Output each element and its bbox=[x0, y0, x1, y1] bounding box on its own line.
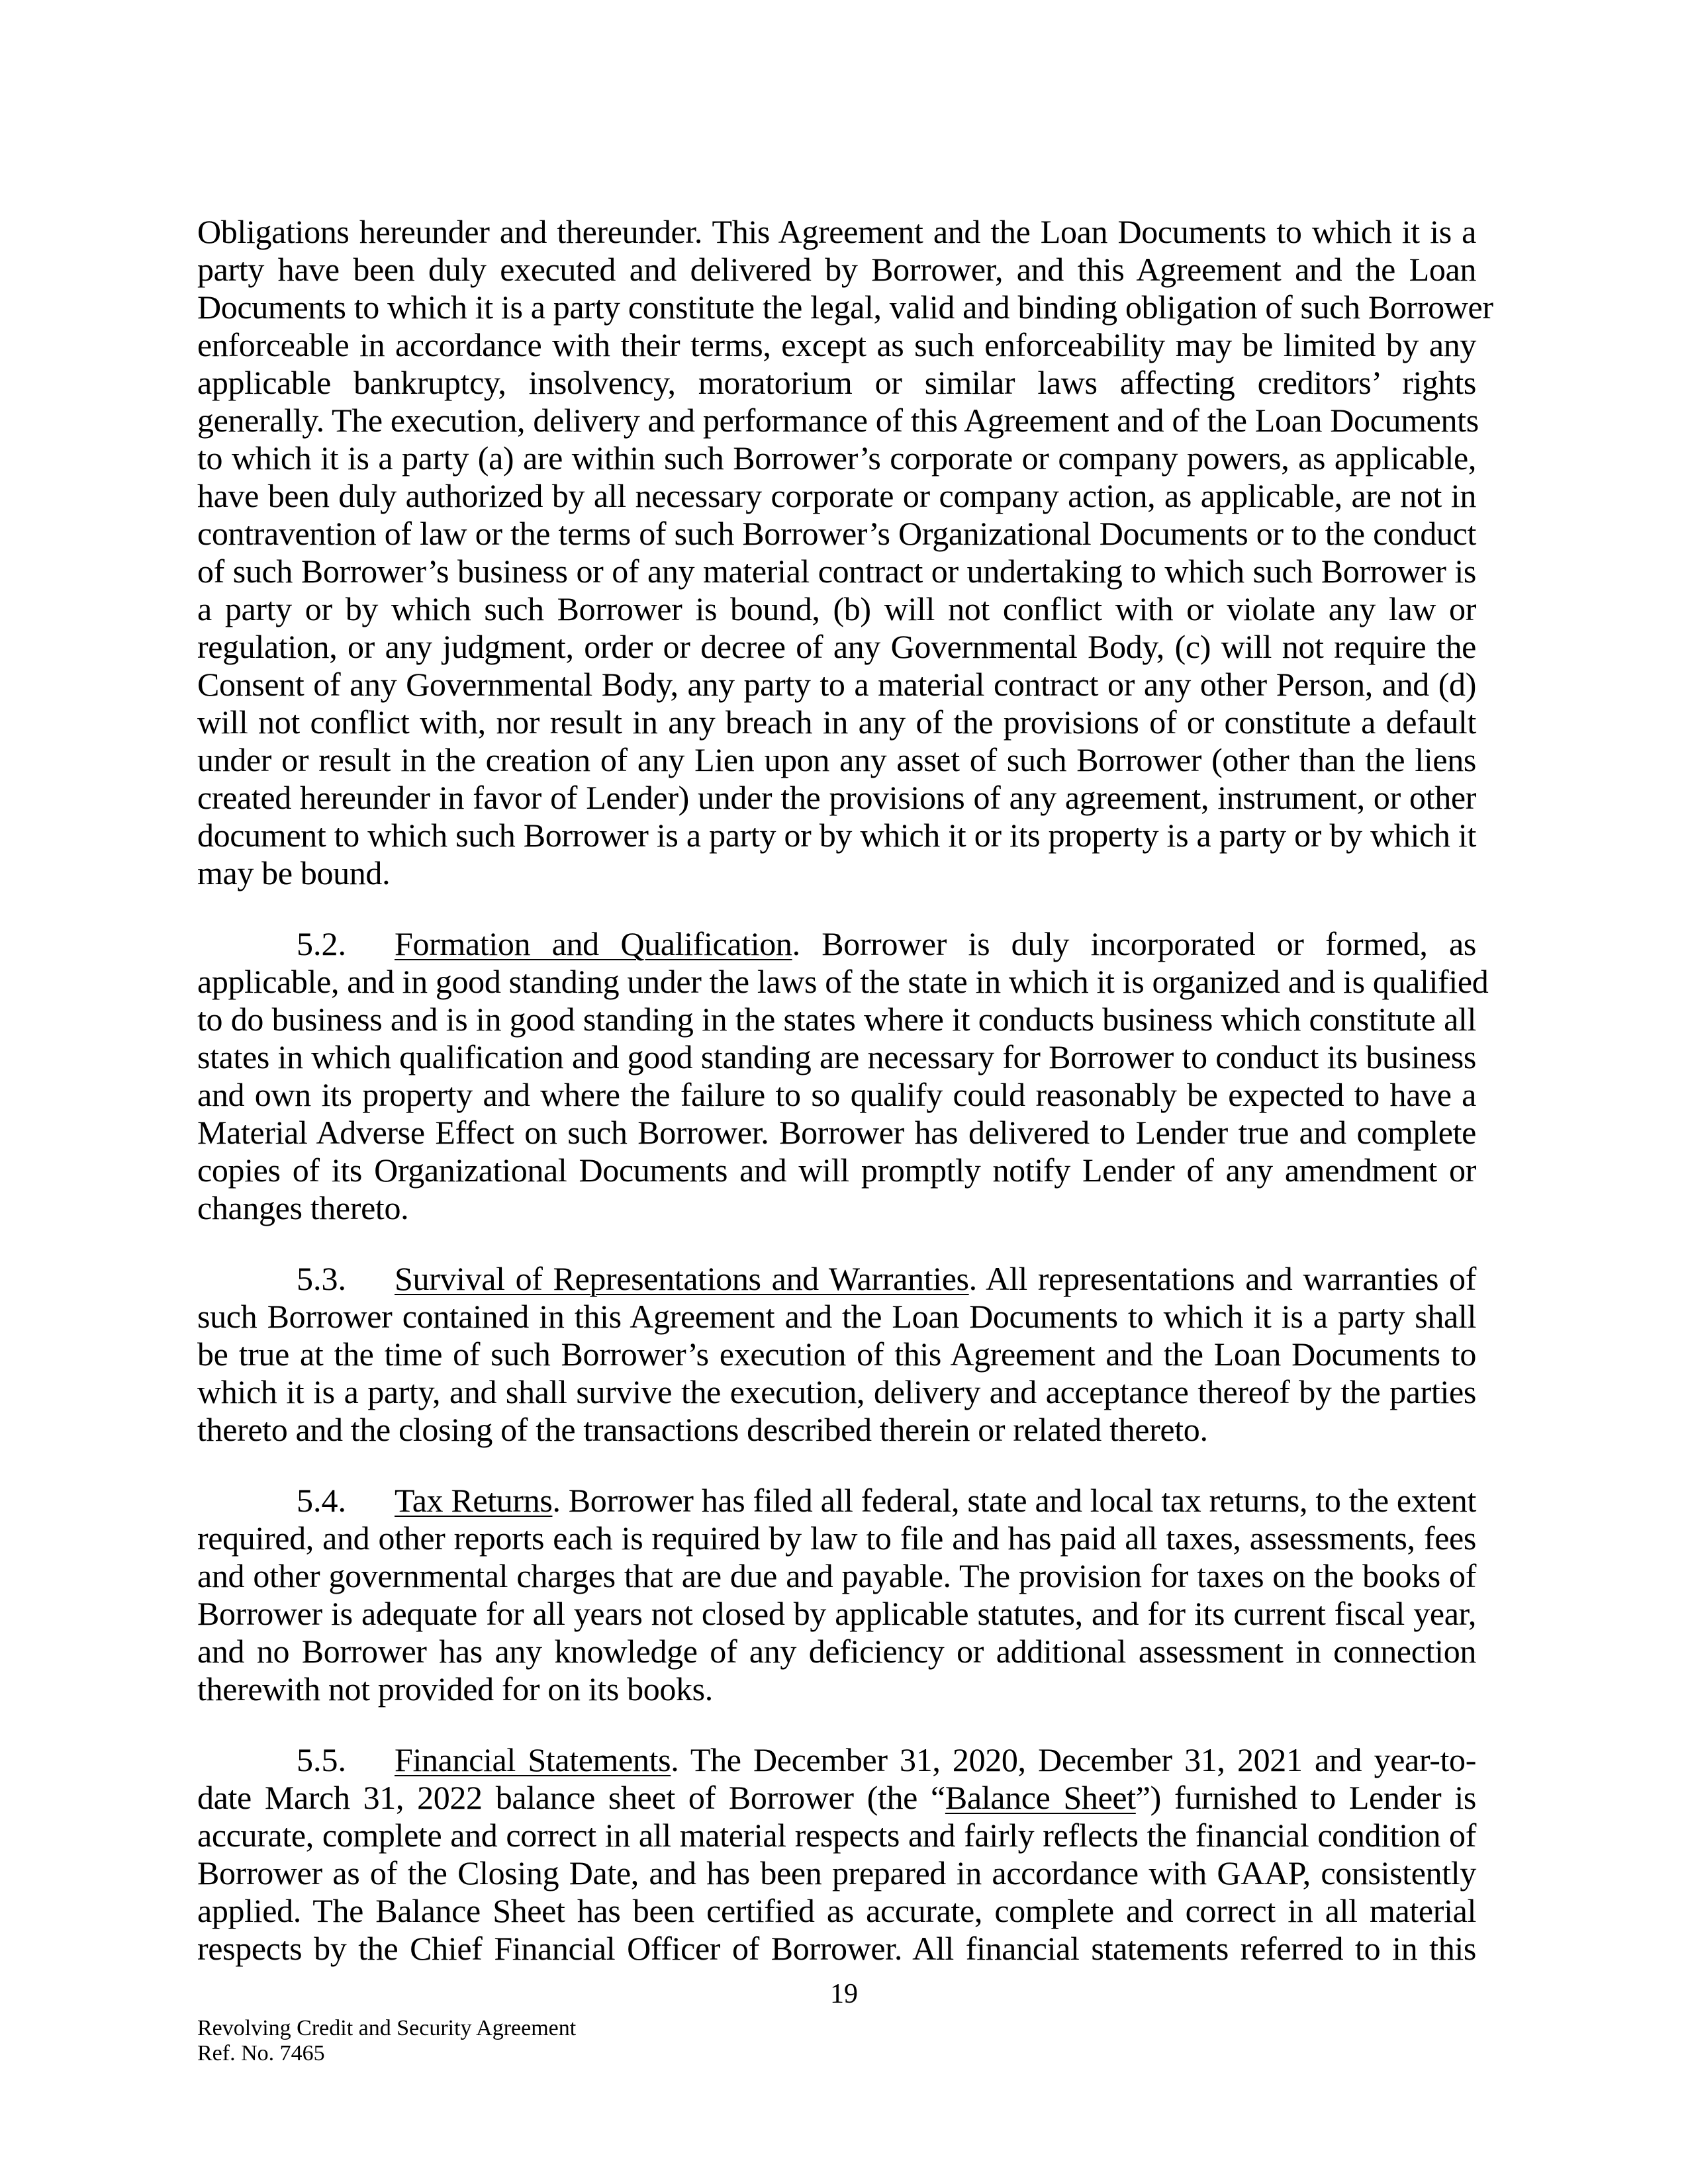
text-segment: to which it is a party (a) are within such Borrower’s corporate or company powers, as applicable, bbox=[197, 439, 1476, 477]
underlined-term: Survival of Representations and Warranties bbox=[395, 1260, 969, 1297]
text-segment: applicable, and in good standing under the laws of the state in which it is organized and is qualified bbox=[197, 963, 1489, 1000]
text-segment: generally. The execution, delivery and performance of this Agreement and of the Loan Documents bbox=[197, 402, 1479, 439]
underlined-term: Formation and Qualification bbox=[395, 925, 792, 962]
text-segment: and other governmental charges that are due and payable. The provision for taxes on the books of bbox=[197, 1557, 1476, 1594]
section-number: 5.2. bbox=[297, 925, 346, 962]
text-segment: under or result in the creation of any Lien upon any asset of such Borrower (other than the liens bbox=[197, 741, 1476, 778]
text-segment: Obligations hereunder and thereunder. This Agreement and the Loan Documents to which it is a bbox=[197, 213, 1476, 250]
footer-title: Revolving Credit and Security Agreement bbox=[197, 2016, 577, 2040]
text-line bbox=[197, 1298, 1476, 1336]
text-line bbox=[197, 1633, 1476, 1670]
text-line bbox=[197, 1595, 1476, 1633]
text-segment: document to which such Borrower is a party or by which it or its property is a party or by which it bbox=[197, 817, 1476, 854]
document-footer bbox=[197, 2016, 576, 2066]
text-segment: . Borrower is duly incorporated or formed, as bbox=[792, 925, 1476, 962]
text-line bbox=[197, 326, 1476, 364]
text-line bbox=[197, 213, 1476, 251]
text-segment: Borrower as of the Closing Date, and has been prepared in accordance with GAAP, consistently bbox=[197, 1854, 1476, 1891]
footer-ref: Ref. No. 7465 bbox=[197, 2041, 325, 2066]
text-segment: accurate, complete and correct in all material respects and fairly reflects the financial condition of bbox=[197, 1817, 1476, 1854]
text-line bbox=[197, 1741, 1476, 1779]
section-5-2 bbox=[197, 925, 1489, 1227]
text-line bbox=[197, 1892, 1476, 1930]
text-line bbox=[197, 779, 1476, 817]
text-line bbox=[197, 251, 1476, 289]
text-segment: . The December 31, 2020, December 31, 2021 and year-to- bbox=[671, 1741, 1476, 1778]
text-line bbox=[197, 1854, 1476, 1892]
text-line bbox=[197, 1336, 1476, 1373]
text-segment: be true at the time of such Borrower’s execution of this Agreement and the Loan Documents to bbox=[197, 1336, 1476, 1373]
text-line bbox=[197, 402, 1479, 439]
text-line bbox=[197, 477, 1476, 515]
text-segment: thereto and the closing of the transactions described therein or related thereto. bbox=[197, 1411, 1208, 1448]
text-segment: copies of its Organizational Documents and will promptly notify Lender of any amendment or bbox=[197, 1152, 1476, 1189]
section-number: 5.3. bbox=[297, 1260, 346, 1297]
text-line bbox=[197, 628, 1476, 666]
text-segment: of such Borrower’s business or of any material contract or undertaking to which such Borrower is bbox=[197, 553, 1476, 590]
text-line bbox=[197, 439, 1476, 477]
text-line bbox=[197, 666, 1476, 704]
text-line bbox=[197, 1557, 1476, 1595]
section-number: 5.5. bbox=[297, 1741, 346, 1778]
text-segment: Documents to which it is a party constitute the legal, valid and binding obligation of such Borrower bbox=[197, 289, 1493, 326]
text-line bbox=[197, 515, 1476, 553]
text-line bbox=[197, 704, 1476, 741]
text-segment: respects by the Chief Financial Officer of Borrower. All financial statements referred to in this bbox=[197, 1930, 1476, 1967]
text-segment: changes thereto. bbox=[197, 1189, 409, 1226]
text-segment: date March 31, 2022 balance sheet of Borrower (the “ bbox=[197, 1779, 945, 1816]
section-number: 5.4. bbox=[297, 1482, 346, 1519]
text-line bbox=[197, 1930, 1476, 1968]
section-5-4 bbox=[197, 1482, 1476, 1708]
text-segment: which it is a party, and shall survive the execution, delivery and acceptance thereof by the parties bbox=[197, 1373, 1476, 1410]
text-line bbox=[197, 925, 1476, 963]
text-line bbox=[197, 854, 1476, 892]
text-segment: required, and other reports each is required by law to file and has paid all taxes, assessments, fees bbox=[197, 1520, 1476, 1557]
underlined-term: Financial Statements bbox=[395, 1741, 671, 1778]
text-segment: such Borrower contained in this Agreement and the Loan Documents to which it is a party shall bbox=[197, 1298, 1476, 1335]
text-segment: Material Adverse Effect on such Borrower. Borrower has delivered to Lender true and complete bbox=[197, 1114, 1476, 1151]
text-segment: contravention of law or the terms of such Borrower’s Organizational Documents or to the conduct bbox=[197, 515, 1476, 552]
text-line bbox=[197, 1779, 1476, 1817]
underlined-term: Tax Returns bbox=[395, 1482, 553, 1519]
paragraph-continued bbox=[197, 213, 1493, 892]
text-segment: have been duly authorized by all necessary corporate or company action, as applicable, are not in bbox=[197, 477, 1476, 514]
text-segment: will not conflict with, nor result in any breach in any of the provisions of or constitute a default bbox=[197, 704, 1476, 741]
text-line bbox=[197, 553, 1476, 590]
text-line bbox=[197, 1001, 1476, 1038]
text-line bbox=[197, 1520, 1476, 1557]
text-segment: a party or by which such Borrower is bound, (b) will not conflict with or violate any law or bbox=[197, 590, 1476, 627]
text-segment: enforceable in accordance with their terms, except as such enforceability may be limited by any bbox=[197, 326, 1476, 363]
text-segment: . Borrower has filed all federal, state and local tax returns, to the extent bbox=[552, 1482, 1476, 1519]
text-segment: states in which qualification and good standing are necessary for Borrower to conduct its business bbox=[197, 1038, 1476, 1075]
text-line bbox=[197, 741, 1476, 779]
text-line bbox=[197, 963, 1489, 1001]
text-segment: party have been duly executed and delivered by Borrower, and this Agreement and the Loan bbox=[197, 251, 1476, 288]
text-line bbox=[197, 1114, 1476, 1152]
text-segment: may be bound. bbox=[197, 854, 391, 891]
text-line bbox=[197, 1189, 1476, 1227]
text-segment: and no Borrower has any knowledge of any deficiency or additional assessment in connection bbox=[197, 1633, 1476, 1670]
text-segment: Borrower is adequate for all years not closed by applicable statutes, and for its current fiscal year, bbox=[197, 1595, 1476, 1632]
text-segment: regulation, or any judgment, order or decree of any Governmental Body, (c) will not require the bbox=[197, 628, 1476, 665]
text-segment: applied. The Balance Sheet has been certified as accurate, complete and correct in all material bbox=[197, 1892, 1476, 1929]
text-segment: created hereunder in favor of Lender) under the provisions of any agreement, instrument, or other bbox=[197, 779, 1476, 816]
document-body bbox=[197, 213, 1493, 2001]
text-line bbox=[197, 1038, 1476, 1076]
section-5-3 bbox=[197, 1260, 1476, 1449]
text-line bbox=[197, 817, 1476, 854]
text-segment: . All representations and warranties of bbox=[968, 1260, 1477, 1297]
text-segment: and own its property and where the failure to so qualify could reasonably be expected to have a bbox=[197, 1076, 1476, 1113]
text-segment: ”) furnished to Lender is bbox=[1135, 1779, 1476, 1816]
text-segment: applicable bankruptcy, insolvency, moratorium or similar laws affecting creditors’ rights bbox=[197, 364, 1476, 401]
text-line bbox=[197, 590, 1476, 628]
text-line bbox=[197, 1076, 1476, 1114]
text-line bbox=[197, 364, 1476, 402]
underlined-term: Balance Sheet bbox=[945, 1779, 1136, 1816]
text-line bbox=[197, 1817, 1476, 1854]
text-line bbox=[197, 1411, 1476, 1449]
section-5-5 bbox=[197, 1741, 1476, 1968]
text-line bbox=[197, 1373, 1476, 1411]
text-line bbox=[197, 1152, 1476, 1189]
text-segment: to do business and is in good standing in the states where it conducts business which constitute all bbox=[197, 1001, 1476, 1038]
page-number: 19 bbox=[830, 1979, 858, 2009]
text-line bbox=[197, 1260, 1476, 1298]
text-segment: Consent of any Governmental Body, any party to a material contract or any other Person, and (d) bbox=[197, 666, 1476, 703]
text-line bbox=[197, 1670, 1476, 1708]
text-line bbox=[197, 1482, 1476, 1520]
text-segment: therewith not provided for on its books. bbox=[197, 1670, 713, 1707]
text-line bbox=[197, 289, 1493, 326]
